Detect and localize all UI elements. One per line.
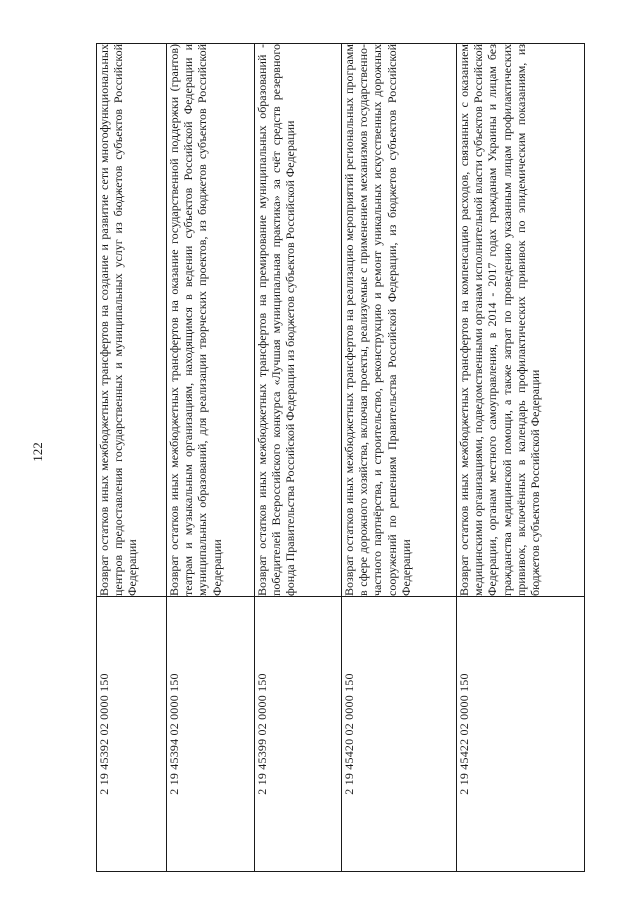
table-row — [97, 44, 167, 872]
budget-code-cell: 2 19 45394 02 0000 150 — [167, 597, 255, 872]
budget-name-cell: Возврат остатков иных межбюджетных трансфертов на премирование муниципальных образований - победителей Всероссийского конкурса «Лучшая муниципальная практика» за счёт средств резервного фонда Правительства Российской Федерации из бюджетов субъектов Российской Федерации — [255, 44, 342, 597]
table-row — [457, 44, 585, 872]
table-row — [342, 44, 457, 872]
page-number: 122 — [30, 442, 45, 462]
budget-code-cell: 2 19 45420 02 0000 150 — [342, 597, 457, 872]
budget-code-cell: 2 19 45422 02 0000 150 — [457, 597, 585, 872]
budget-name-cell: Возврат остатков иных межбюджетных трансфертов на оказание государственной поддержки (грантов) театрам и музыкальным организациям, находящимся в ведении субъектов Российской Федерации и муниципальных образований, для реализации творческих проектов, из бюджетов субъектов Российской Федерации — [167, 44, 255, 597]
budget-name-cell: Возврат остатков иных межбюджетных трансфертов на создание и развитие сети многофункциональных центров предоставления государственных и муниципальных услуг из бюджетов субъектов Российской Федерации — [97, 44, 167, 597]
budget-code-cell: 2 19 45399 02 0000 150 — [255, 597, 342, 872]
budget-code-cell: 2 19 45392 02 0000 150 — [97, 597, 167, 872]
budget-name-cell: Возврат остатков иных межбюджетных трансфертов на компенсацию расходов, связанных с оказанием медицинскими организациями, подведомственными органам исполнительной власти субъектов Российской Федерации, органам местного самоуправления, в 2014 - 2017 годах гражданам Украины и лицам без гражданства медицинской помощи, а также затрат по проведению указанным лицам профилактических прививок, включённых в календарь профилактических прививок по эпидемическим показаниям, из бюджетов субъектов Российской Федерации — [457, 44, 585, 597]
table-row — [167, 44, 255, 872]
budget-code-table — [96, 43, 585, 872]
rotated-table-container — [96, 46, 584, 872]
budget-name-cell: Возврат остатков иных межбюджетных трансфертов на реализацию мероприятий региональных программ в сфере дорожного хозяйства, включая проекты, реализуемые с применением механизмов государственно-частного партнёрства, и строительство, реконструкцию и ремонт уникальных искусственных дорожных сооружений по решениям Правительства Российской Федерации, из бюджетов субъектов Российской Федерации — [342, 44, 457, 597]
table-row — [255, 44, 342, 872]
